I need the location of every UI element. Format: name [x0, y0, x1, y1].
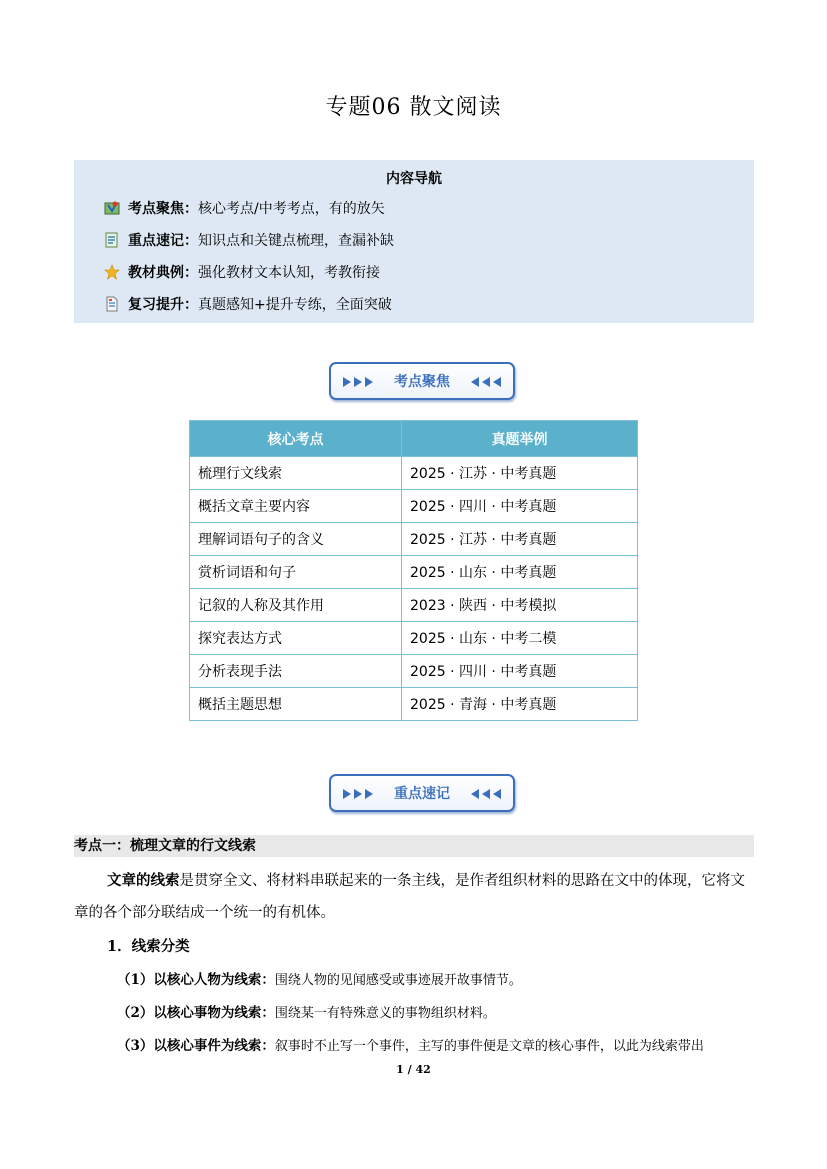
example-cell: 2025 · 四川 · 中考真题 [402, 655, 638, 688]
nav-heading: 内容导航 [386, 171, 442, 187]
column-header-topic: 核心考点 [190, 421, 402, 457]
item-label: （1）以核心人物为线索： [117, 972, 275, 988]
item-label: （2）以核心事物为线索： [117, 1005, 275, 1021]
list-item [117, 1001, 496, 1021]
map-icon [104, 200, 120, 216]
star-icon [104, 264, 120, 280]
section-heading: 考点一：梳理文章的行文线索 [74, 835, 754, 857]
page-number: 1 / 42 [396, 1063, 431, 1076]
intro-term: 文章的线索 [107, 872, 180, 889]
nav-label-keypoints: 重点速记： [128, 233, 198, 249]
table-row [190, 655, 638, 688]
column-header-example: 真题举例 [402, 421, 638, 457]
left-arrows-icon [467, 785, 503, 803]
nav-item-keypoints [104, 230, 394, 252]
focus-banner [329, 362, 515, 400]
table-header-row [190, 421, 638, 457]
nav-text-examples: 强化教材文本认知，考教衔接 [198, 265, 380, 281]
topic-cell: 梳理行文线索 [190, 457, 402, 490]
list-item [117, 968, 522, 988]
table-row [190, 556, 638, 589]
example-cell: 2025 · 山东 · 中考真题 [402, 556, 638, 589]
page-title: 专题06 散文阅读 [325, 95, 502, 120]
topics-table [189, 420, 638, 721]
example-cell: 2025 · 四川 · 中考真题 [402, 490, 638, 523]
topic-cell: 探究表达方式 [190, 622, 402, 655]
topic-cell: 分析表现手法 [190, 655, 402, 688]
nav-label-review: 复习提升： [128, 297, 198, 313]
nav-item-focus [104, 198, 385, 220]
nav-text-keypoints: 知识点和关键点梳理，查漏补缺 [198, 233, 394, 249]
item-text: 围绕人物的见闻感受或事迹展开故事情节。 [274, 973, 522, 988]
intro-paragraph-cont [74, 897, 754, 930]
nav-text-focus: 核心考点/中考考点，有的放矢 [198, 201, 385, 217]
example-cell: 2025 · 青海 · 中考真题 [402, 688, 638, 721]
item-label: （3）以核心事件为线索： [117, 1038, 275, 1054]
left-arrows-icon [467, 373, 503, 391]
nav-text-review: 真题感知+提升专练，全面突破 [198, 297, 392, 313]
topic-cell: 记叙的人称及其作用 [190, 589, 402, 622]
intro-line-2: 章的各个部分联结成一个统一的有机体。 [74, 905, 335, 921]
nav-label-focus: 考点聚焦： [128, 201, 198, 217]
topic-cell: 概括文章主要内容 [190, 490, 402, 523]
intro-line-1: 是贯穿全文、将材料串联起来的一条主线，是作者组织材料的思路在文中的体现，它将文 [179, 873, 745, 889]
sub-heading: 1．线索分类 [107, 938, 190, 955]
topic-cell: 理解词语句子的含义 [190, 523, 402, 556]
topic-cell: 概括主题思想 [190, 688, 402, 721]
list-item [117, 1034, 704, 1054]
focus-banner-title: 考点聚焦 [394, 374, 450, 390]
table-row [190, 523, 638, 556]
notes-icon [104, 232, 120, 248]
item-text: 围绕某一有特殊意义的事物组织材料。 [274, 1006, 496, 1021]
keypoints-banner [329, 774, 515, 812]
example-cell: 2025 · 江苏 · 中考真题 [402, 457, 638, 490]
example-cell: 2025 · 山东 · 中考二模 [402, 622, 638, 655]
example-cell: 2023 · 陕西 · 中考模拟 [402, 589, 638, 622]
nav-label-examples: 教材典例： [128, 265, 198, 281]
table-row [190, 589, 638, 622]
nav-item-review [104, 294, 392, 316]
nav-item-examples [104, 262, 380, 284]
table-row [190, 688, 638, 721]
example-cell: 2025 · 江苏 · 中考真题 [402, 523, 638, 556]
item-text: 叙事时不止写一个事件，主写的事件便是文章的核心事件，以此为线索带出 [274, 1039, 704, 1054]
table-row [190, 457, 638, 490]
table-row [190, 490, 638, 523]
table-row [190, 622, 638, 655]
intro-paragraph [74, 864, 754, 898]
document-icon [104, 296, 120, 312]
content-navigation [74, 160, 754, 323]
topic-cell: 赏析词语和句子 [190, 556, 402, 589]
keypoints-banner-title: 重点速记 [394, 786, 450, 802]
